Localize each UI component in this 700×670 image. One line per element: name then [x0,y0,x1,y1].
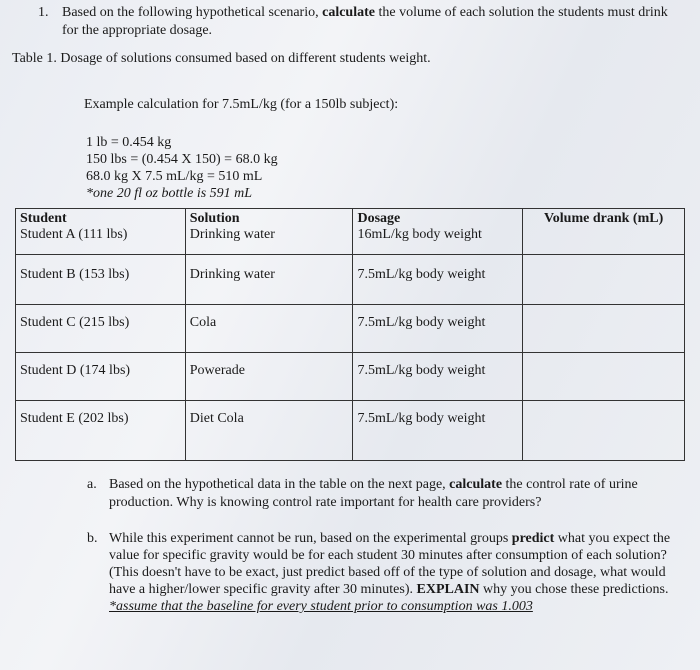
dosage-table [15,208,685,461]
question-1-text: Based on the following hypothetical scenario, calculate the volume of each solution the students must drink for the appropriate dosage. [62,5,668,38]
calc-line: 68.0 kg X 7.5 mL/kg = 510 mL [86,169,263,184]
question-b [87,530,687,615]
table-row [16,401,685,461]
assumption-note: *assume that the baseline for every student prior to consumption was 1.003 [109,599,533,614]
question-1-number: 1. [38,5,49,20]
question-1 [38,4,678,40]
table-row [16,255,685,305]
table-cell: Diet Cola [185,401,353,461]
table-cell-empty[interactable] [523,401,685,461]
example-calculation [86,134,278,202]
table-cell-empty[interactable] [523,305,685,353]
table-cell: 7.5mL/kg body weight [353,401,523,461]
table-row [16,305,685,353]
table-caption: Table 1. Dosage of solutions consumed based on different students weight. [12,51,431,66]
question-1-bold: calculate [322,5,375,20]
header-cell: Volume drank (mL) [523,209,685,255]
table-cell: Student D (174 lbs) [16,353,186,401]
header-cell: Solution Drinking water [185,209,353,255]
table-cell: Powerade [185,353,353,401]
question-a-text: Based on the hypothetical data in the table on the next page, calculate the control rate of urine production. Why is knowing control rate important for health care providers? [109,477,638,510]
table-row [16,353,685,401]
table-header-row [16,209,685,255]
table-cell-empty[interactable] [523,353,685,401]
table-cell: 7.5mL/kg body weight [353,353,523,401]
table-cell-empty[interactable] [523,255,685,305]
table-cell: Drinking water [185,255,353,305]
question-b-marker: b. [87,531,98,546]
table-cell: Student C (215 lbs) [16,305,186,353]
table-cell: 7.5mL/kg body weight [353,255,523,305]
table-cell: Student E (202 lbs) [16,401,186,461]
header-cell: Student Student A (111 lbs) [16,209,186,255]
calc-line: 150 lbs = (0.454 X 150) = 68.0 kg [86,152,278,167]
example-title: Example calculation for 7.5mL/kg (for a 150lb subject): [84,97,399,112]
question-b-text: While this experiment cannot be run, based on the experimental groups predict what you expect the value for specific gravity would be for each student 30 minutes after consumption of each solution? (This doesn't have to be exact, just predict based off of the type of solution and dosage, what would have a higher/lower specific gravity after 30 minutes). EXPLAIN why you chose these predictions. *assume that the baseline for every student prior to consumption was 1.003 [109,530,687,615]
header-cell: Dosage 16mL/kg body weight [353,209,523,255]
table-cell: Cola [185,305,353,353]
question-a-marker: a. [87,477,97,492]
question-a [87,476,687,512]
calc-line: 1 lb = 0.454 kg [86,135,172,150]
table-cell: Student B (153 lbs) [16,255,186,305]
calc-note: *one 20 fl oz bottle is 591 mL [86,186,253,201]
table-cell: 7.5mL/kg body weight [353,305,523,353]
